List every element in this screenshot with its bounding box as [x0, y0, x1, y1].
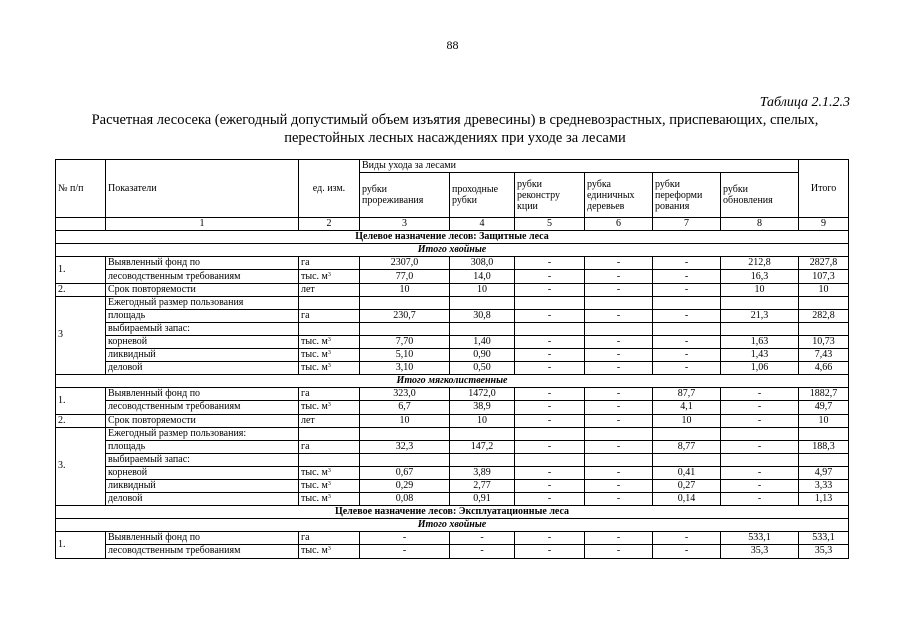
header-num: № п/п: [56, 160, 106, 218]
unit-cell: [299, 414, 360, 427]
value-cell: 35,3: [721, 545, 799, 558]
column-number: [56, 218, 106, 231]
value-cell: [360, 453, 450, 466]
value-cell: -: [515, 257, 585, 270]
value-cell: [653, 453, 721, 466]
value-cell: 16,3: [721, 270, 799, 283]
value-cell: [799, 322, 849, 335]
header-unit: ед. изм.: [299, 160, 360, 218]
unit-cell: [299, 440, 360, 453]
value-cell: 87,7: [653, 388, 721, 401]
value-cell: [515, 427, 585, 440]
column-number: 1: [106, 218, 299, 231]
unit-cell: [299, 466, 360, 479]
indicator-label: ликвидный: [106, 349, 299, 362]
value-cell: 10: [450, 283, 515, 296]
unit-superscript: 3: [327, 402, 331, 409]
unit-cell: [299, 349, 360, 362]
value-cell: 2,77: [450, 479, 515, 492]
header-col: рубки переформи рования: [653, 173, 721, 218]
value-cell: -: [653, 309, 721, 322]
table-row: [56, 479, 849, 492]
value-cell: -: [653, 362, 721, 375]
value-cell: 10: [799, 414, 849, 427]
value-cell: 2827,8: [799, 257, 849, 270]
group-row-title: Итого хвойные: [56, 519, 849, 532]
unit-cell: [299, 283, 360, 296]
row-number: 3.: [56, 427, 106, 506]
unit-cell: [299, 257, 360, 270]
value-cell: [653, 322, 721, 335]
value-cell: [450, 427, 515, 440]
unit-text: тыс. м: [301, 480, 328, 492]
value-cell: 0,91: [450, 493, 515, 506]
value-cell: 1882,7: [799, 388, 849, 401]
indicator-label: Ежегодный размер пользования:: [106, 427, 299, 440]
value-cell: 3,33: [799, 479, 849, 492]
value-cell: 10: [360, 283, 450, 296]
value-cell: [653, 427, 721, 440]
value-cell: -: [585, 532, 653, 545]
value-cell: 4,97: [799, 466, 849, 479]
value-cell: -: [585, 388, 653, 401]
value-cell: [515, 322, 585, 335]
table-row: [56, 322, 849, 335]
row-number: 2.: [56, 283, 106, 296]
indicator-label: Выявленный фонд по: [106, 532, 299, 545]
value-cell: 282,8: [799, 309, 849, 322]
unit-cell: [299, 479, 360, 492]
unit-text: тыс. м: [301, 362, 328, 374]
unit-cell: [299, 401, 360, 414]
value-cell: 533,1: [799, 532, 849, 545]
value-cell: [653, 296, 721, 309]
unit-cell: [299, 532, 360, 545]
value-cell: 0,41: [653, 466, 721, 479]
value-cell: [450, 453, 515, 466]
unit-text: тыс. м: [301, 466, 328, 478]
value-cell: -: [653, 283, 721, 296]
table-row: [56, 545, 849, 558]
logging-table: [55, 159, 849, 559]
unit-text: га: [301, 440, 310, 452]
value-cell: 107,3: [799, 270, 849, 283]
value-cell: 7,70: [360, 335, 450, 348]
value-cell: 147,2: [450, 440, 515, 453]
table-row: [56, 270, 849, 283]
value-cell: -: [721, 479, 799, 492]
unit-text: га: [301, 309, 310, 321]
value-cell: [360, 427, 450, 440]
indicator-label: корневой: [106, 466, 299, 479]
value-cell: -: [515, 349, 585, 362]
value-cell: 1472,0: [450, 388, 515, 401]
row-number: 1.: [56, 257, 106, 283]
value-cell: 0,29: [360, 479, 450, 492]
value-cell: -: [585, 401, 653, 414]
value-cell: -: [585, 309, 653, 322]
value-cell: 0,50: [450, 362, 515, 375]
section-row: [56, 506, 849, 519]
unit-superscript: 3: [327, 350, 331, 357]
value-cell: -: [515, 466, 585, 479]
table-row: [56, 362, 849, 375]
group-row-title: Итого мягколиственные: [56, 375, 849, 388]
unit-text: га: [301, 532, 310, 544]
column-number: 3: [360, 218, 450, 231]
unit-text: га: [301, 257, 310, 269]
value-cell: 1,43: [721, 349, 799, 362]
indicator-label: Срок повторяемости: [106, 283, 299, 296]
value-cell: 10: [450, 414, 515, 427]
table-row: [56, 296, 849, 309]
value-cell: 3,10: [360, 362, 450, 375]
value-cell: -: [360, 532, 450, 545]
indicator-label: Выявленный фонд по: [106, 388, 299, 401]
value-cell: 0,27: [653, 479, 721, 492]
value-cell: 38,9: [450, 401, 515, 414]
table-row: [56, 532, 849, 545]
value-cell: -: [653, 335, 721, 348]
value-cell: -: [653, 349, 721, 362]
value-cell: 2307,0: [360, 257, 450, 270]
value-cell: 7,43: [799, 349, 849, 362]
row-number: 2.: [56, 414, 106, 427]
value-cell: 3,89: [450, 466, 515, 479]
value-cell: 0,67: [360, 466, 450, 479]
value-cell: 8,77: [653, 440, 721, 453]
value-cell: -: [515, 335, 585, 348]
value-cell: [721, 296, 799, 309]
table-row: [56, 414, 849, 427]
value-cell: -: [721, 388, 799, 401]
group-row: [56, 519, 849, 532]
value-cell: -: [515, 270, 585, 283]
caption-line-1: Расчетная лесосека (ежегодный допустимый объем изъятия древесины) в средневозрастных, приспевающих, спелых,: [91, 112, 819, 128]
value-cell: 1,63: [721, 335, 799, 348]
unit-cell: [299, 335, 360, 348]
value-cell: -: [515, 479, 585, 492]
unit-superscript: 3: [327, 336, 331, 343]
value-cell: [360, 296, 450, 309]
value-cell: -: [721, 493, 799, 506]
value-cell: -: [721, 401, 799, 414]
value-cell: -: [721, 466, 799, 479]
value-cell: 10: [653, 414, 721, 427]
column-number: 9: [799, 218, 849, 231]
header-col: рубки обновления: [721, 173, 799, 218]
header-col: проходные рубки: [450, 173, 515, 218]
value-cell: 0,14: [653, 493, 721, 506]
unit-cell: [299, 453, 360, 466]
value-cell: -: [585, 479, 653, 492]
table-row: [56, 335, 849, 348]
value-cell: 14,0: [450, 270, 515, 283]
unit-superscript: 3: [327, 546, 331, 553]
value-cell: [515, 296, 585, 309]
section-row-title: Целевое назначение лесов: Эксплуатационные леса: [56, 506, 849, 519]
value-cell: 308,0: [450, 257, 515, 270]
unit-text: тыс. м: [301, 493, 328, 505]
value-cell: [585, 322, 653, 335]
indicator-label: площадь: [106, 440, 299, 453]
value-cell: 10: [360, 414, 450, 427]
row-number: 1.: [56, 388, 106, 414]
unit-text: тыс. м: [301, 545, 328, 557]
value-cell: 10: [721, 283, 799, 296]
unit-superscript: 3: [327, 494, 331, 501]
caption-line-2: перестойных лесных насаждениях при уходе за лесами: [284, 130, 626, 146]
section-row: [56, 231, 849, 244]
page-number: 88: [446, 38, 459, 52]
value-cell: [450, 296, 515, 309]
unit-superscript: 3: [327, 271, 331, 278]
value-cell: 323,0: [360, 388, 450, 401]
value-cell: -: [585, 283, 653, 296]
table-row: [56, 440, 849, 453]
value-cell: -: [360, 545, 450, 558]
value-cell: [799, 427, 849, 440]
unit-cell: [299, 427, 360, 440]
value-cell: 1,13: [799, 493, 849, 506]
value-cell: 49,7: [799, 401, 849, 414]
value-cell: [585, 427, 653, 440]
value-cell: -: [515, 545, 585, 558]
table-row: [56, 309, 849, 322]
unit-text: лет: [301, 414, 315, 426]
unit-cell: [299, 296, 360, 309]
value-cell: -: [653, 270, 721, 283]
section-row-title: Целевое назначение лесов: Защитные леса: [56, 231, 849, 244]
value-cell: [360, 322, 450, 335]
table-row: [56, 427, 849, 440]
value-cell: -: [585, 349, 653, 362]
unit-text: тыс. м: [301, 401, 328, 413]
value-cell: 5,10: [360, 349, 450, 362]
table-row: [56, 453, 849, 466]
value-cell: 533,1: [721, 532, 799, 545]
table-row: [56, 466, 849, 479]
row-number: 3: [56, 296, 106, 375]
value-cell: 6,7: [360, 401, 450, 414]
table-row: [56, 493, 849, 506]
value-cell: [799, 296, 849, 309]
value-cell: [799, 453, 849, 466]
value-cell: 77,0: [360, 270, 450, 283]
value-cell: 1,06: [721, 362, 799, 375]
value-cell: 10: [799, 283, 849, 296]
indicator-label: лесоводственным требованиям: [106, 401, 299, 414]
value-cell: -: [515, 388, 585, 401]
unit-superscript: 3: [327, 363, 331, 370]
value-cell: 212,8: [721, 257, 799, 270]
indicator-label: выбираемый запас:: [106, 322, 299, 335]
value-cell: [515, 453, 585, 466]
group-row: [56, 244, 849, 257]
column-number: 4: [450, 218, 515, 231]
header-indicators: Показатели: [106, 160, 299, 218]
value-cell: 30,8: [450, 309, 515, 322]
value-cell: -: [653, 257, 721, 270]
table-label: Таблица 2.1.2.3: [759, 95, 850, 110]
indicator-label: корневой: [106, 335, 299, 348]
header-row: [56, 160, 849, 173]
unit-text: лет: [301, 283, 315, 295]
unit-cell: [299, 309, 360, 322]
value-cell: -: [585, 545, 653, 558]
indicator-label: деловой: [106, 362, 299, 375]
unit-cell: [299, 362, 360, 375]
unit-cell: [299, 493, 360, 506]
value-cell: 0,08: [360, 493, 450, 506]
header-col: рубки прореживания: [360, 173, 450, 218]
value-cell: -: [585, 335, 653, 348]
value-cell: -: [585, 466, 653, 479]
value-cell: -: [653, 532, 721, 545]
column-number: 8: [721, 218, 799, 231]
value-cell: [585, 453, 653, 466]
unit-text: га: [301, 388, 310, 400]
value-cell: -: [585, 362, 653, 375]
group-row-title: Итого хвойные: [56, 244, 849, 257]
indicator-label: Ежегодный размер пользования: [106, 296, 299, 309]
unit-cell: [299, 388, 360, 401]
column-number: 6: [585, 218, 653, 231]
value-cell: -: [450, 532, 515, 545]
indicator-label: лесоводственным требованиям: [106, 545, 299, 558]
column-number: 2: [299, 218, 360, 231]
value-cell: [721, 322, 799, 335]
value-cell: 0,90: [450, 349, 515, 362]
value-cell: -: [721, 440, 799, 453]
unit-cell: [299, 270, 360, 283]
table-row: [56, 388, 849, 401]
value-cell: -: [585, 270, 653, 283]
value-cell: 35,3: [799, 545, 849, 558]
column-number-row: [56, 218, 849, 231]
value-cell: -: [585, 493, 653, 506]
unit-superscript: 3: [327, 481, 331, 488]
table-caption: [40, 111, 870, 147]
value-cell: 32,3: [360, 440, 450, 453]
value-cell: -: [450, 545, 515, 558]
table-row: [56, 283, 849, 296]
value-cell: 1,40: [450, 335, 515, 348]
header-col: рубки реконстру кции: [515, 173, 585, 218]
value-cell: -: [721, 414, 799, 427]
value-cell: -: [515, 532, 585, 545]
unit-text: тыс. м: [301, 349, 328, 361]
header-total: Итого: [799, 160, 849, 218]
value-cell: -: [515, 283, 585, 296]
value-cell: -: [515, 401, 585, 414]
table-row: [56, 401, 849, 414]
value-cell: -: [585, 257, 653, 270]
value-cell: -: [585, 440, 653, 453]
indicator-label: выбираемый запас:: [106, 453, 299, 466]
group-row: [56, 375, 849, 388]
indicator-label: Срок повторяемости: [106, 414, 299, 427]
indicator-label: площадь: [106, 309, 299, 322]
value-cell: -: [515, 493, 585, 506]
indicator-label: ликвидный: [106, 479, 299, 492]
value-cell: 4,66: [799, 362, 849, 375]
unit-text: тыс. м: [301, 270, 328, 282]
value-cell: 230,7: [360, 309, 450, 322]
row-number: 1.: [56, 532, 106, 558]
indicator-label: деловой: [106, 493, 299, 506]
unit-text: тыс. м: [301, 335, 328, 347]
value-cell: 21,3: [721, 309, 799, 322]
value-cell: -: [653, 545, 721, 558]
indicator-label: Выявленный фонд по: [106, 257, 299, 270]
value-cell: [585, 296, 653, 309]
unit-cell: [299, 545, 360, 558]
value-cell: -: [515, 309, 585, 322]
value-cell: 188,3: [799, 440, 849, 453]
unit-superscript: 3: [327, 467, 331, 474]
unit-cell: [299, 322, 360, 335]
table-row: [56, 257, 849, 270]
column-number: 7: [653, 218, 721, 231]
value-cell: -: [585, 414, 653, 427]
value-cell: -: [515, 440, 585, 453]
value-cell: -: [515, 414, 585, 427]
header-group: Виды ухода за лесами: [360, 160, 799, 173]
header-col: рубка единичных деревьев: [585, 173, 653, 218]
value-cell: 10,73: [799, 335, 849, 348]
value-cell: -: [515, 362, 585, 375]
table-row: [56, 349, 849, 362]
value-cell: [721, 427, 799, 440]
column-number: 5: [515, 218, 585, 231]
indicator-label: лесоводственным требованиям: [106, 270, 299, 283]
value-cell: 4,1: [653, 401, 721, 414]
value-cell: [721, 453, 799, 466]
value-cell: [450, 322, 515, 335]
